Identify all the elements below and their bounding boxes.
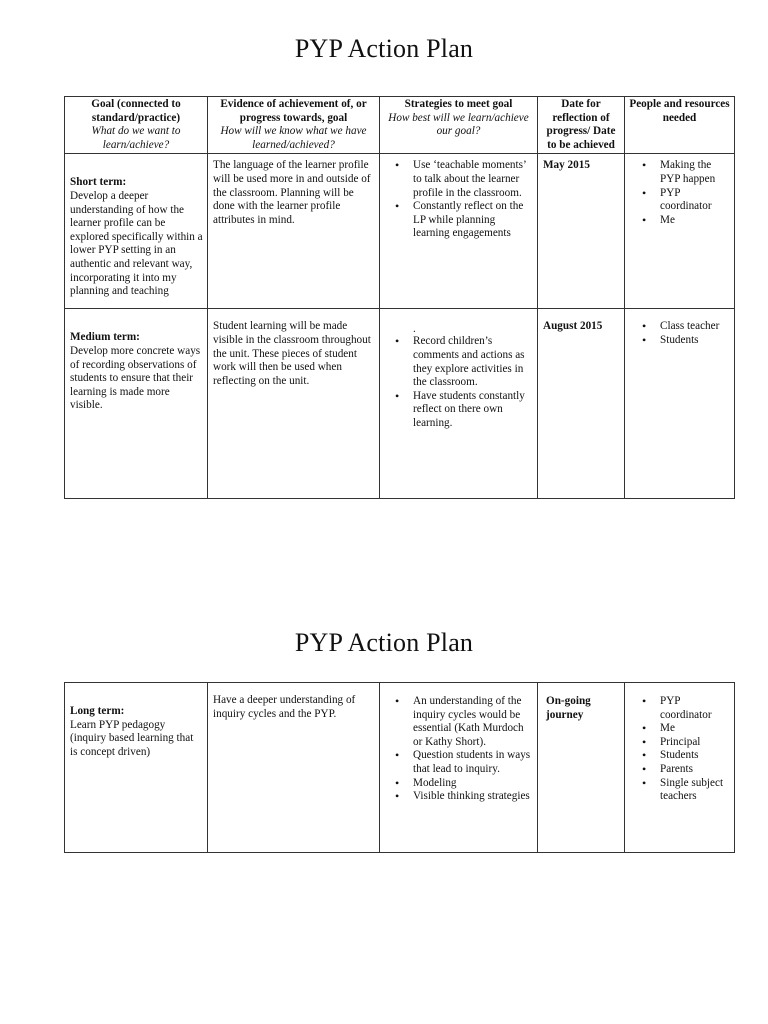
list-item: • PYP coordinator <box>630 187 730 214</box>
people-list <box>630 159 730 227</box>
date-cell <box>538 154 625 309</box>
action-plan-table <box>64 682 735 853</box>
table-header-row <box>65 97 735 154</box>
goal-cell <box>65 154 208 309</box>
goal-cell <box>65 683 208 853</box>
header-people <box>625 97 735 154</box>
list-item: • Making the PYP happen <box>630 159 730 186</box>
list-item: • Single subject teachers <box>630 777 730 804</box>
header-evidence <box>208 97 380 154</box>
table-row <box>65 154 735 309</box>
action-plan-table <box>64 96 735 499</box>
list-item: • Have students constantly reflect on there own learning. <box>385 390 533 431</box>
evidence-cell <box>208 154 380 309</box>
people-cell <box>625 309 735 499</box>
goal-text: Develop a deeper understanding of how the learner profile can be explored specifically within a lower PYP setting in an authentic and relevant way, incorporating it into my planning and teaching <box>70 189 203 298</box>
people-cell <box>625 683 735 853</box>
table-row <box>65 683 735 853</box>
people-cell <box>625 154 735 309</box>
list-item: • Principal <box>630 736 730 750</box>
evidence-cell <box>208 309 380 499</box>
date-text: On-going journey <box>546 695 591 721</box>
evidence-text: Have a deeper understanding of inquiry cycles and the PYP. <box>213 694 356 720</box>
goal-text: Learn PYP pedagogy (inquiry based learning that is concept driven) <box>70 718 194 758</box>
term-label: Short term: <box>70 176 127 189</box>
header-strategies <box>380 97 538 154</box>
list-item: • Modeling <box>385 777 533 791</box>
list-item: • Parents <box>630 763 730 777</box>
people-list <box>630 695 730 804</box>
evidence-text: Student learning will be made visible in the classroom throughout the unit. These pieces of student work will then be used when reflecting on the unit. <box>213 320 371 387</box>
stray-mark: . <box>413 323 416 336</box>
list-item: • Me <box>630 214 730 228</box>
page-title: PYP Action Plan <box>294 628 474 657</box>
date-cell <box>538 309 625 499</box>
list-item: • PYP coordinator <box>630 695 730 722</box>
header-evidence-label: Evidence of achievement of, or progress towards, goal <box>220 98 367 124</box>
people-list <box>630 320 730 347</box>
list-item: • Students <box>630 749 730 763</box>
header-goal <box>65 97 208 154</box>
list-item: • Me <box>630 722 730 736</box>
page-title: PYP Action Plan <box>294 34 474 63</box>
term-label: Long term: <box>70 705 125 717</box>
list-item: • An understanding of the inquiry cycles would be essential (Kath Murdoch or Kathy Short). <box>385 695 533 749</box>
strategies-cell <box>380 683 538 853</box>
list-item: • Class teacher <box>630 320 730 334</box>
list-item: • Constantly reflect on the LP while planning learning engagements <box>385 200 533 241</box>
goal-cell <box>65 309 208 499</box>
header-date <box>538 97 625 154</box>
strategies-list <box>385 335 533 430</box>
strategies-list <box>385 695 533 804</box>
list-item: • Students <box>630 334 730 348</box>
list-item: • Visible thinking strategies <box>385 790 533 804</box>
evidence-text: The language of the learner profile will be used more in and outside of the classroom. Planning will be done with the learner profile attributes in mind. <box>213 159 371 226</box>
date-text: May 2015 <box>543 159 590 172</box>
evidence-cell <box>208 683 380 853</box>
header-goal-label: Goal (connected to standard/practice) <box>91 98 181 124</box>
goal-text: Develop more concrete ways of recording observations of students to ensure that their learning is made more visible. <box>70 344 201 412</box>
list-item: • Record children’s comments and actions as they explore activities in the classroom. <box>385 335 533 389</box>
header-date-label: Date for reflection of progress/ Date to be achieved <box>546 98 616 151</box>
header-goal-sub: What do we want to learn/achieve? <box>91 125 181 151</box>
table-row <box>65 309 735 499</box>
strategies-cell <box>380 309 538 499</box>
header-evidence-sub: How will we know what we have learned/achieved? <box>220 125 367 151</box>
list-item: • Use ‘teachable moments’ to talk about the learner profile in the classroom. <box>385 159 533 200</box>
header-people-label: People and resources needed <box>629 98 730 124</box>
list-item: • Question students in ways that lead to inquiry. <box>385 749 533 776</box>
strategies-cell <box>380 154 538 309</box>
header-strategies-label: Strategies to meet goal <box>404 98 513 110</box>
term-label: Medium term: <box>70 331 140 344</box>
date-cell <box>538 683 625 853</box>
header-strategies-sub: How best will we learn/achieve our goal? <box>388 111 529 138</box>
date-text: August 2015 <box>543 320 603 333</box>
strategies-list <box>385 159 533 241</box>
